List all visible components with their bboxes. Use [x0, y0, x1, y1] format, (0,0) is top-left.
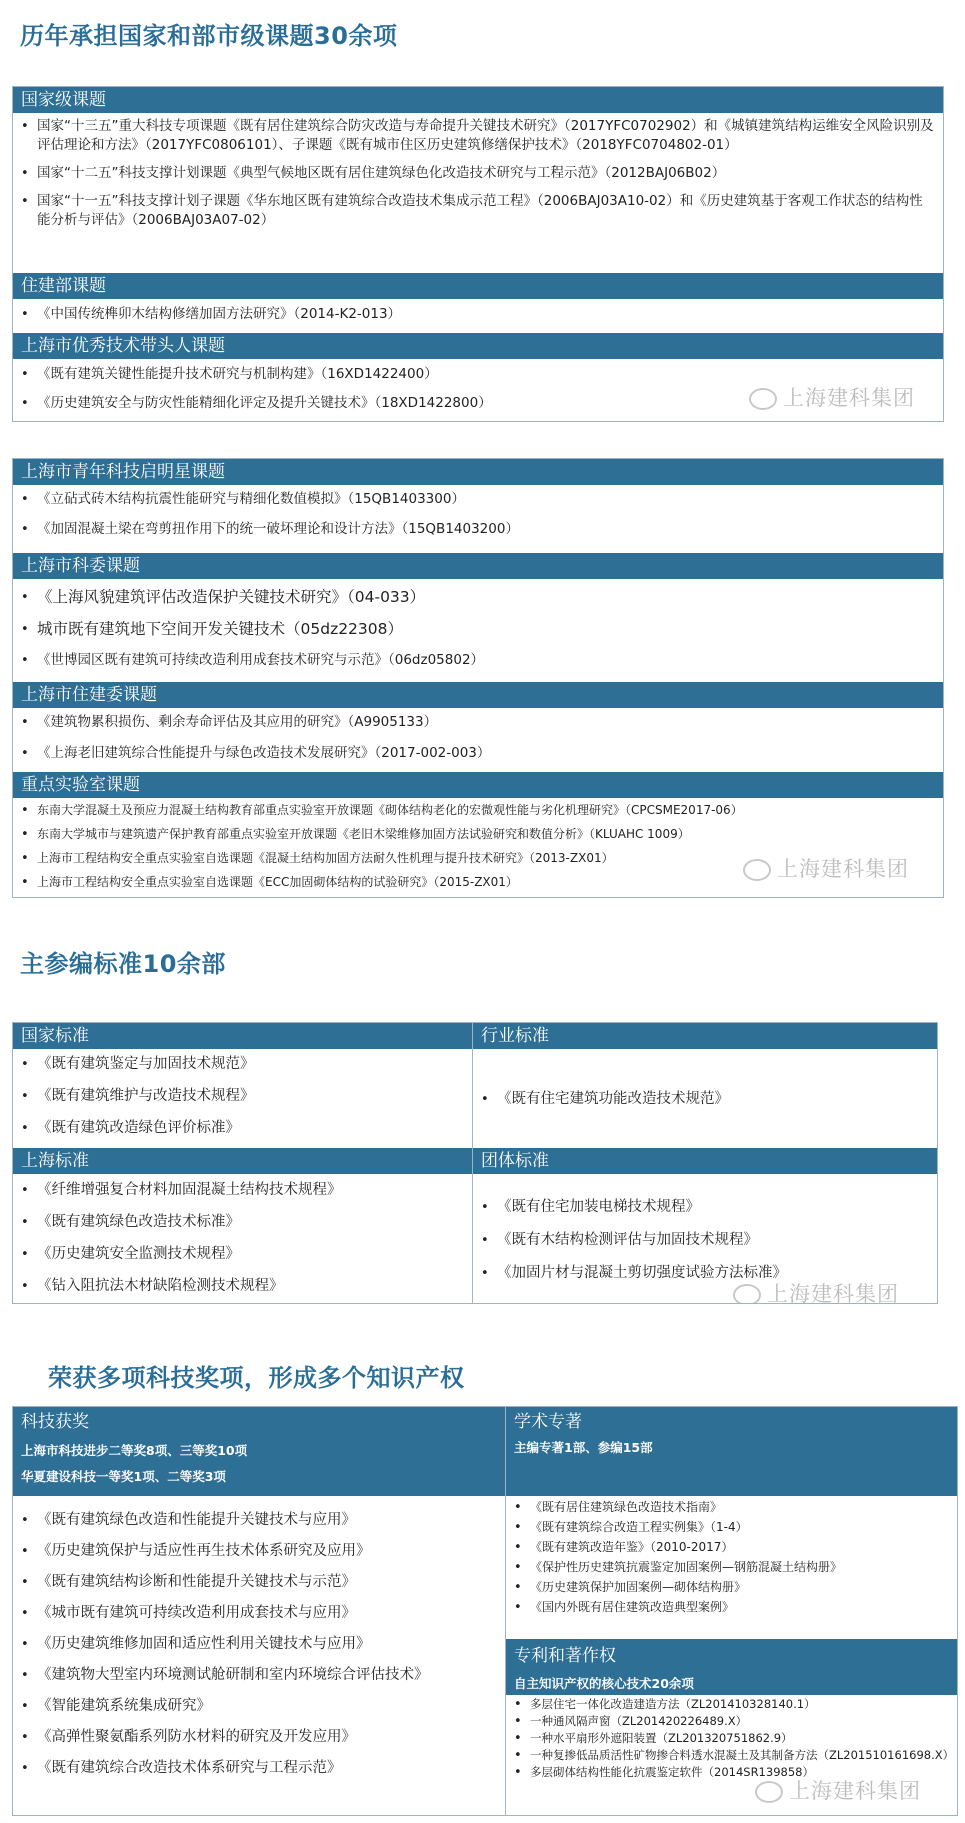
wechat-icon — [749, 388, 777, 410]
list-item: • 东南大学混凝土及预应力混凝土结构教育部重点实验室开放课题《砌体结构老化的宏微观性能与劣化机理研究》（CPCSME2017-06） — [13, 802, 943, 819]
wechat-icon — [733, 1284, 761, 1304]
list-item: • 一种水平扇形外遮阳装置（ZL201320751862.9） — [506, 1731, 951, 1746]
shanghai-standards-list — [13, 1175, 472, 1303]
list-item: • 上海市工程结构安全重点实验室自选课题《混凝土结构加固方法耐久性机理与提升技术研究》（2013-ZX01） — [13, 850, 943, 867]
awards-sub2: 华夏建设科技一等奖1项、二等奖3项 — [13, 1464, 505, 1496]
list-item: • 《历史建筑安全监测技术规程》 — [13, 1244, 472, 1265]
industry-standards-column — [473, 1023, 937, 1303]
patents-sub: 自主知识产权的核心技术20余项 — [506, 1673, 957, 1695]
housing-projects-list — [13, 709, 943, 767]
watermark: 上海建科集团 — [749, 382, 915, 412]
youth-projects-header: 上海市青年科技启明星课题 — [13, 459, 943, 485]
list-item: • 国家“十二五”科技支撑计划课题《典型气候地区既有居住建筑绿色化改造技术研究与工程示范》（2012BAJ06B02） — [13, 164, 935, 183]
list-item: • 《历史建筑保护加固案例—砌体结构册》 — [506, 1579, 957, 1596]
list-item: • 《建筑物大型室内环境测试舱研制和室内环境综合评估技术》 — [13, 1665, 505, 1686]
lab-projects-header: 重点实验室课题 — [13, 772, 943, 798]
list-item: • 城市既有建筑地下空间开发关键技术（05dz22308） — [13, 619, 943, 640]
shanghai-projects-panel — [12, 458, 944, 898]
group-standards-list — [473, 1191, 937, 1290]
list-item: • 《上海风貌建筑评估改造保护关键技术研究》（04-033） — [13, 587, 943, 608]
national-projects-list — [13, 117, 943, 230]
patents-header: 专利和著作权 — [506, 1639, 957, 1673]
list-item: • 《既有建筑关键性能提升技术研究与机制构建》（16XD1422400） — [13, 365, 943, 384]
list-item: • 《既有建筑鉴定与加固技术规范》 — [13, 1054, 472, 1075]
patents-list — [506, 1695, 957, 1782]
list-item: • 《历史建筑保护与适应性再生技术体系研究及应用》 — [13, 1541, 505, 1562]
list-item: • 《历史建筑安全与防灾性能精细化评定及提升关键技术》（18XD1422800） — [13, 394, 943, 413]
watermark: 上海建科集团 — [733, 1278, 899, 1304]
youth-projects-list — [13, 490, 943, 539]
shanghai-standards-header: 上海标准 — [13, 1148, 472, 1174]
national-standards-column — [13, 1023, 472, 1303]
list-item: • 《保护性历史建筑抗震鉴定加固案例—钢筋混凝土结构册》 — [506, 1559, 957, 1576]
housing-projects-header: 上海市住建委课题 — [13, 682, 943, 708]
national-projects-header: 国家级课题 — [13, 87, 943, 113]
list-item: • 《加固混凝土梁在弯剪扭作用下的统一破坏理论和设计方法》（15QB1403200） — [13, 520, 943, 539]
stc-projects-list — [13, 581, 943, 674]
list-item: • 《城市既有建筑可持续改造利用成套技术与应用》 — [13, 1603, 505, 1624]
list-item: • 《既有建筑综合改造工程实例集》（1-4） — [506, 1519, 957, 1536]
wechat-icon — [743, 859, 771, 881]
list-item: • 《既有建筑改造年鉴》（2010-2017） — [506, 1539, 957, 1556]
list-item: • 《既有建筑绿色改造和性能提升关键技术与应用》 — [13, 1510, 505, 1531]
list-item: • 《既有住宅加装电梯技术规程》 — [473, 1197, 937, 1218]
section1-title: 历年承担国家和部市级课题30余项 — [20, 22, 398, 50]
list-item: • 《上海老旧建筑综合性能提升与绿色改造技术发展研究》（2017-002-003） — [13, 744, 943, 763]
list-item: • 《既有建筑改造绿色评价标准》 — [13, 1118, 472, 1139]
list-item: • 《立砧式砖木结构抗震性能研究与精细化数值模拟》（15QB1403300） — [13, 490, 943, 509]
wechat-icon — [755, 1781, 783, 1803]
section4-title: 荣获多项科技奖项，形成多个知识产权 — [48, 1364, 465, 1392]
awards-panel — [12, 1406, 958, 1816]
list-item: • 《加固片材与混凝土剪切强度试验方法标准》 — [473, 1263, 937, 1284]
leader-projects-header: 上海市优秀技术带头人课题 — [13, 333, 943, 359]
list-item: • 多层住宅一体化改造建造方法（ZL201410328140.1） — [506, 1697, 951, 1712]
list-item: • 《既有木结构检测评估与加固技术规程》 — [473, 1230, 937, 1251]
awards-column — [13, 1407, 505, 1815]
list-item: • 《钻入阻抗法木材缺陷检测技术规程》 — [13, 1276, 472, 1297]
books-column — [506, 1407, 957, 1815]
list-item: • 《高弹性聚氨酯系列防水材料的研究及开发应用》 — [13, 1727, 505, 1748]
list-item: • 《既有建筑结构诊断和性能提升关键技术与示范》 — [13, 1572, 505, 1593]
national-projects-panel — [12, 86, 944, 422]
awards-list — [13, 1510, 505, 1779]
industry-standards-header: 行业标准 — [473, 1023, 937, 1049]
books-list — [506, 1499, 957, 1616]
ministry-projects-header: 住建部课题 — [13, 273, 943, 299]
list-item: • 《世博园区既有建筑可持续改造利用成套技术研究与示范》（06dz05802） — [13, 651, 943, 670]
awards-sub1: 上海市科技进步二等奖8项、三等奖10项 — [13, 1437, 505, 1464]
books-header: 学术专著 — [506, 1407, 957, 1437]
national-standards-header: 国家标准 — [13, 1023, 472, 1049]
list-item: • 国家“十一五”科技支撑计划子课题《华东地区既有建筑综合改造技术集成示范工程》（2006BAJ03A10-02）和《历史建筑基于客观工作状态的结构性能分析与评估》（2006BAJ03A07-02） — [13, 192, 935, 230]
list-item: • 《既有住宅建筑功能改造技术规范》 — [473, 1089, 937, 1110]
list-item: • 《既有建筑绿色改造技术标准》 — [13, 1212, 472, 1233]
standards-panel — [12, 1022, 938, 1304]
list-item: • 《建筑物累积损伤、剩余寿命评估及其应用的研究》（A9905133） — [13, 713, 943, 732]
list-item: • 《国内外既有居住建筑改造典型案例》 — [506, 1599, 957, 1616]
list-item: • 《既有建筑维护与改造技术规程》 — [13, 1086, 472, 1107]
watermark: 上海建科集团 — [755, 1775, 921, 1805]
list-item: • 《中国传统榫卯木结构修缮加固方法研究》（2014-K2-013） — [13, 305, 943, 324]
stc-projects-header: 上海市科委课题 — [13, 553, 943, 579]
list-item: • 《既有居住建筑绿色改造技术指南》 — [506, 1499, 957, 1516]
list-item: • 一种复掺低品质活性矿物掺合料透水混凝土及其制备方法（ZL201510161698.X） — [506, 1748, 951, 1763]
group-standards-header: 团体标准 — [473, 1148, 937, 1174]
industry-standards-list — [473, 1083, 937, 1116]
list-item: • 《纤维增强复合材料加固混凝土结构技术规程》 — [13, 1180, 472, 1201]
ministry-projects-list — [13, 301, 943, 328]
list-item: • 《历史建筑维修加固和适应性利用关键技术与应用》 — [13, 1634, 505, 1655]
watermark: 上海建科集团 — [743, 853, 909, 883]
list-item: • 上海市工程结构安全重点实验室自选课题《ECC加固砌体结构的试验研究》（2015-ZX01） — [13, 874, 943, 891]
list-item: • 东南大学城市与建筑遗产保护教育部重点实验室开放课题《老旧木梁维修加固方法试验研究和数值分析》（KLUAHC 1009） — [13, 826, 943, 843]
books-sub: 主编专著1部、参编15部 — [506, 1437, 957, 1496]
list-item: • 《智能建筑系统集成研究》 — [13, 1696, 505, 1717]
national-standards-list — [13, 1054, 472, 1139]
awards-header: 科技获奖 — [13, 1407, 505, 1437]
list-item: • 国家“十三五”重大科技专项课题《既有居住建筑综合防灾改造与寿命提升关键技术研究》（2017YFC0702902）和《城镇建筑结构运维安全风险识别及评估理论和方法》（2017YFC0806101）、子课题《既有城市住区历史建筑修缮保护技术》（2018YFC0704802-01） — [13, 117, 935, 155]
list-item: • 一种通风隔声窗（ZL201420226489.X） — [506, 1714, 951, 1729]
list-item: • 多层砌体结构性能化抗震鉴定软件（2014SR139858） — [506, 1765, 951, 1780]
list-item: • 《既有建筑综合改造技术体系研究与工程示范》 — [13, 1758, 505, 1779]
section3-title: 主参编标准10余部 — [20, 950, 226, 978]
